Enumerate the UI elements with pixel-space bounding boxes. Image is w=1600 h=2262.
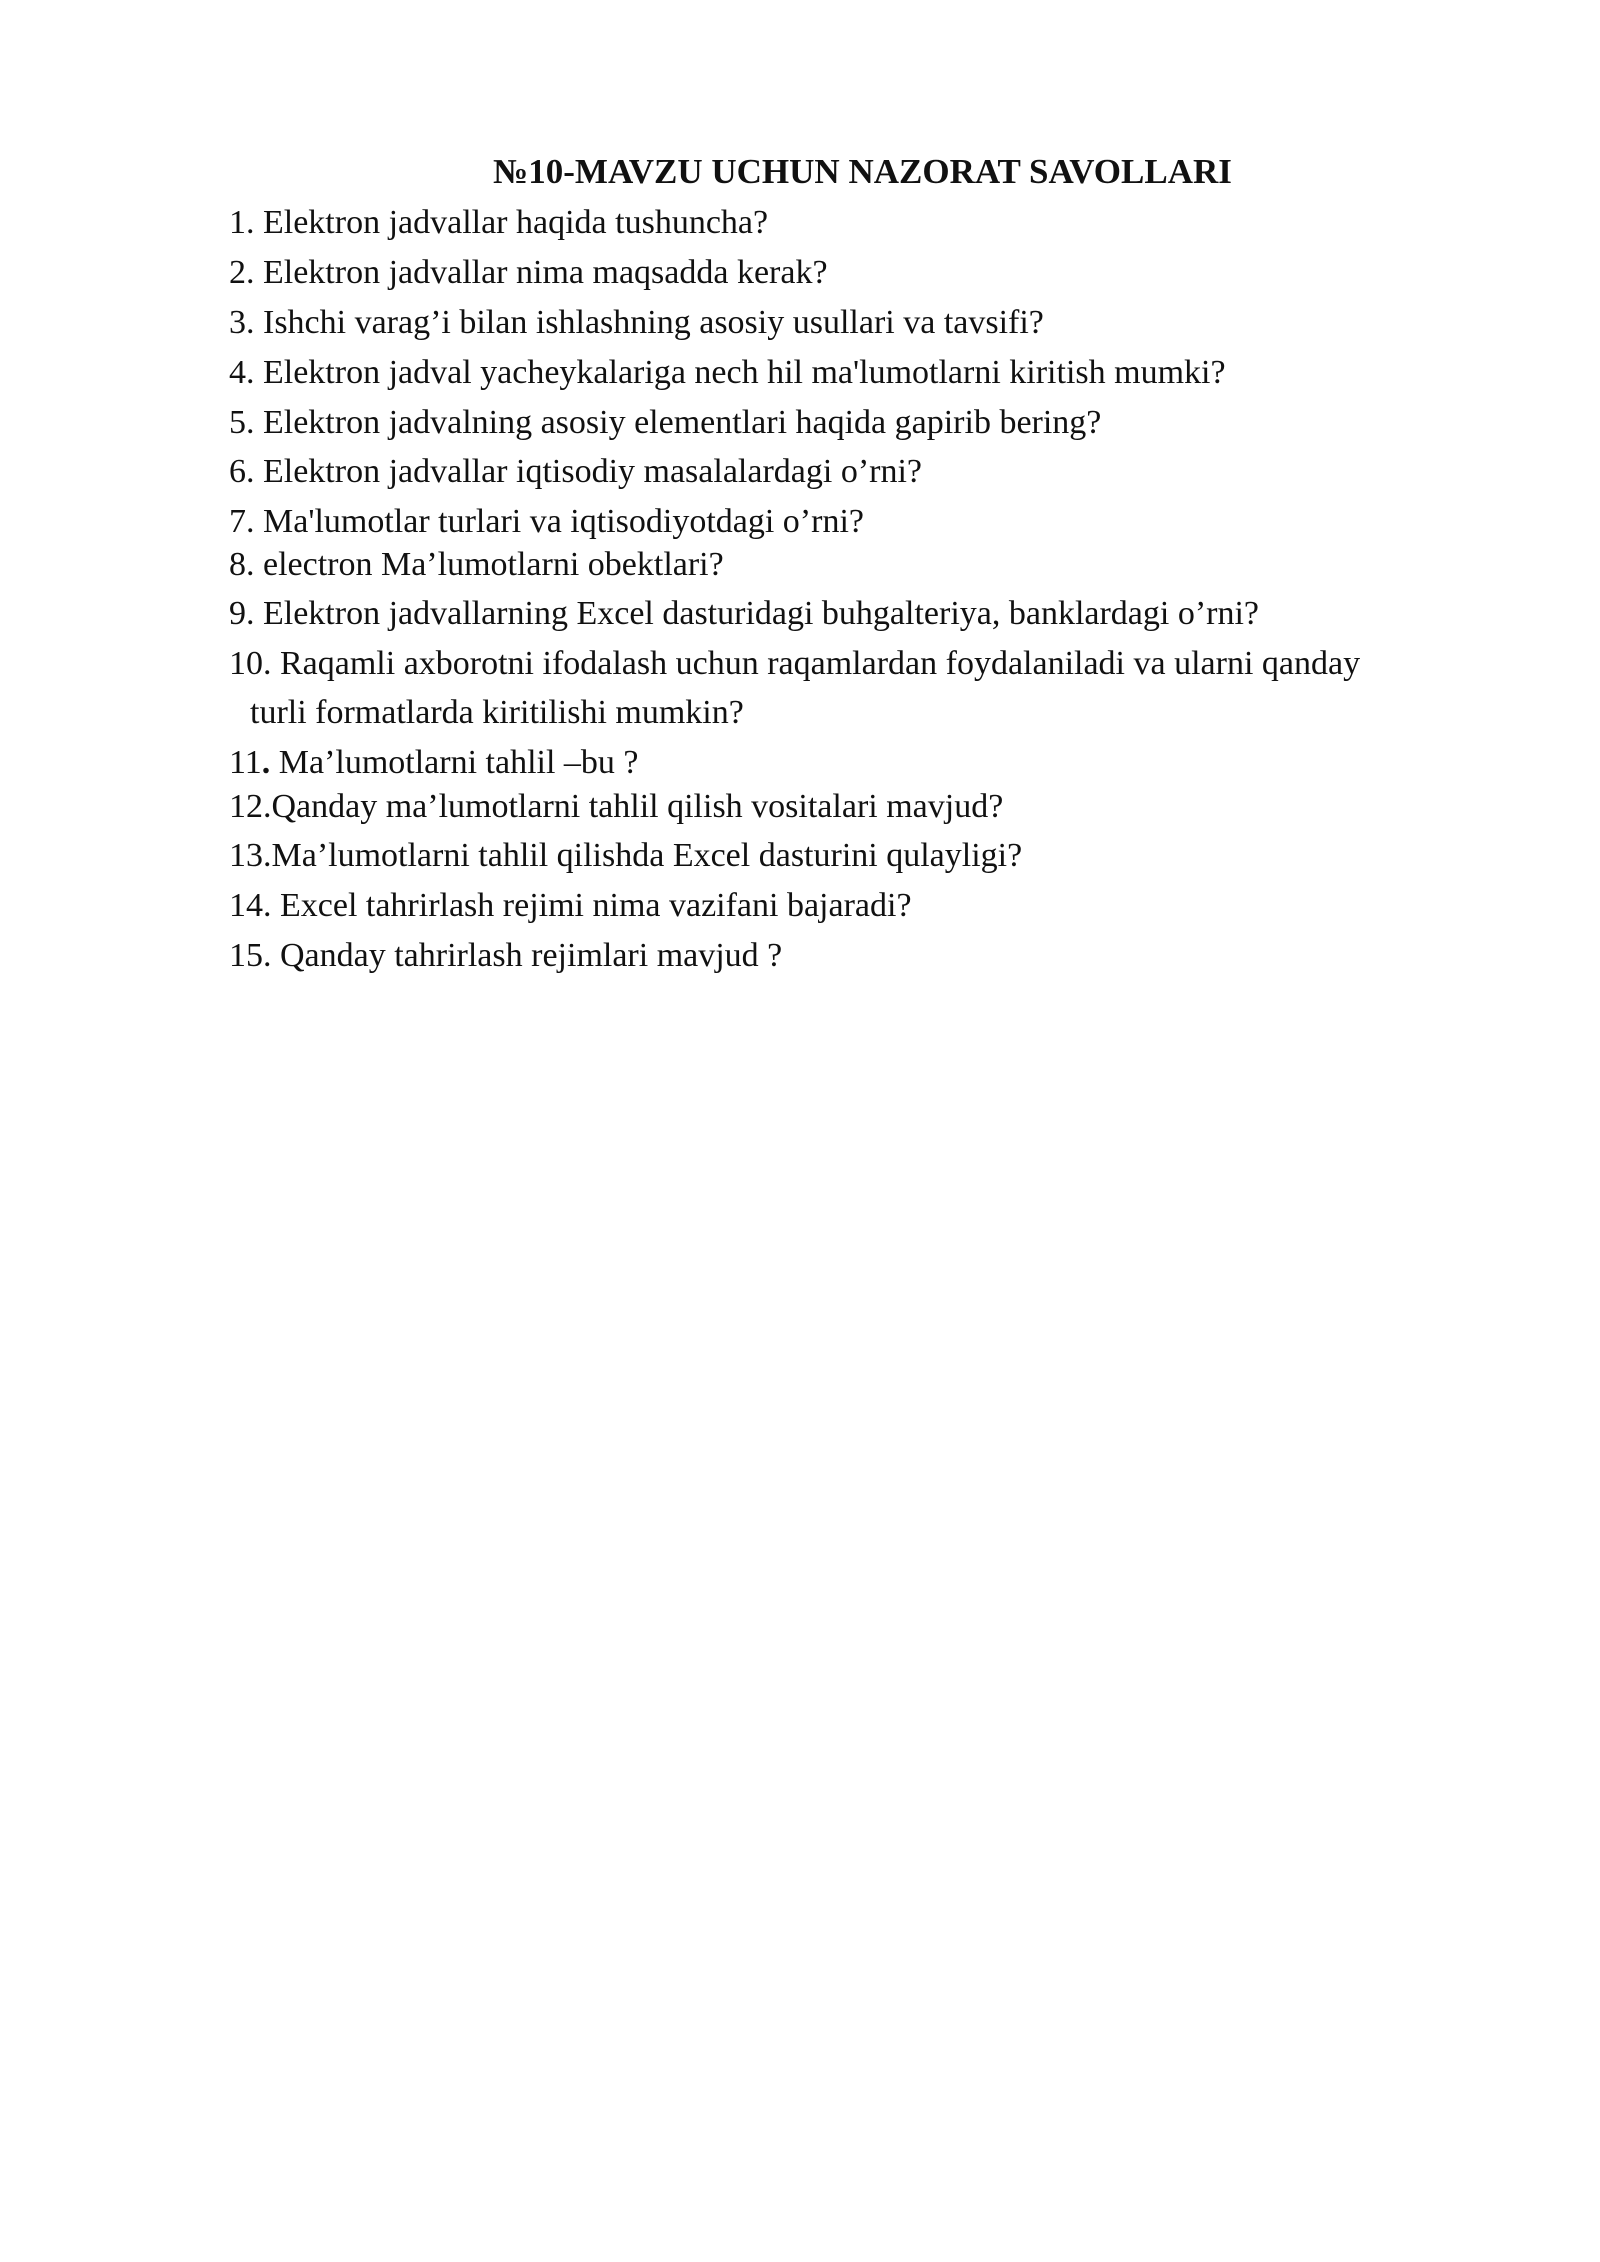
question-item	[229, 936, 782, 976]
question-text: Ma’lumotlarni tahlil –bu ?	[278, 744, 639, 781]
question-number: 1.	[229, 204, 255, 241]
question-number: 4.	[229, 354, 255, 391]
question-number: 6.	[229, 453, 255, 490]
question-number: 12.	[229, 788, 272, 825]
question-item	[229, 743, 639, 783]
question-item	[229, 253, 828, 293]
page-title: №10-MAVZU UCHUN NAZORAT SAVOLLARI	[493, 152, 1232, 191]
question-text: Ishchi varag’i bilan ishlashning asosiy usullari va tavsifi?	[263, 304, 1044, 341]
question-item	[229, 403, 1101, 443]
question-text: Ma'lumotlar turlari va iqtisodiyotdagi o’rni?	[263, 503, 864, 540]
question-item	[229, 886, 912, 926]
question-text: Ma’lumotlarni tahlil qilishda Excel dasturini qulayligi?	[271, 837, 1023, 874]
question-text: Raqamli axborotni ifodalash uchun raqamlardan foydalaniladi va ularni qanday	[280, 645, 1361, 682]
question-text: Elektron jadvallarning Excel dasturidagi buhgalteriya, banklardagi o’rni?	[263, 595, 1260, 632]
question-item	[229, 203, 768, 243]
question-number: 3.	[229, 304, 255, 341]
question-item	[229, 452, 922, 492]
question-text: electron Ma’lumotlarni obektlari?	[263, 546, 724, 583]
question-number: 13.	[229, 837, 272, 874]
question-text: Elektron jadvallar haqida tushuncha?	[263, 204, 769, 241]
question-item	[229, 787, 1003, 827]
question-text: Elektron jadvallar nima maqsadda kerak?	[263, 254, 828, 291]
question-text: Qanday tahrirlash rejimlari mavjud ?	[280, 937, 783, 974]
question-number: 15.	[229, 937, 272, 974]
question-number: 10.	[229, 645, 272, 682]
question-item	[229, 644, 1360, 684]
question-item	[229, 303, 1044, 343]
question-number: 14.	[229, 887, 272, 924]
question-number: 5.	[229, 404, 255, 441]
question-number: 11.	[229, 744, 271, 781]
question-number: 7.	[229, 503, 255, 540]
question-text: Qanday ma’lumotlarni tahlil qilish vositalari mavjud?	[271, 788, 1004, 825]
question-item	[229, 545, 724, 585]
question-item	[229, 594, 1259, 634]
question-number: 9.	[229, 595, 255, 632]
question-continuation: turli formatlarda kiritilishi mumkin?	[250, 694, 744, 731]
question-item	[229, 502, 864, 542]
question-item	[229, 836, 1022, 876]
question-text: Elektron jadvalning asosiy elementlari haqida gapirib bering?	[263, 404, 1102, 441]
question-text: Excel tahrirlash rejimi nima vazifani bajaradi?	[280, 887, 912, 924]
question-text: Elektron jadvallar iqtisodiy masalalardagi o’rni?	[263, 453, 922, 490]
question-item	[229, 353, 1226, 393]
question-number: 8.	[229, 546, 255, 583]
question-number: 2.	[229, 254, 255, 291]
question-text: Elektron jadval yacheykalariga nech hil ma'lumotlarni kiritish mumki?	[263, 354, 1226, 391]
